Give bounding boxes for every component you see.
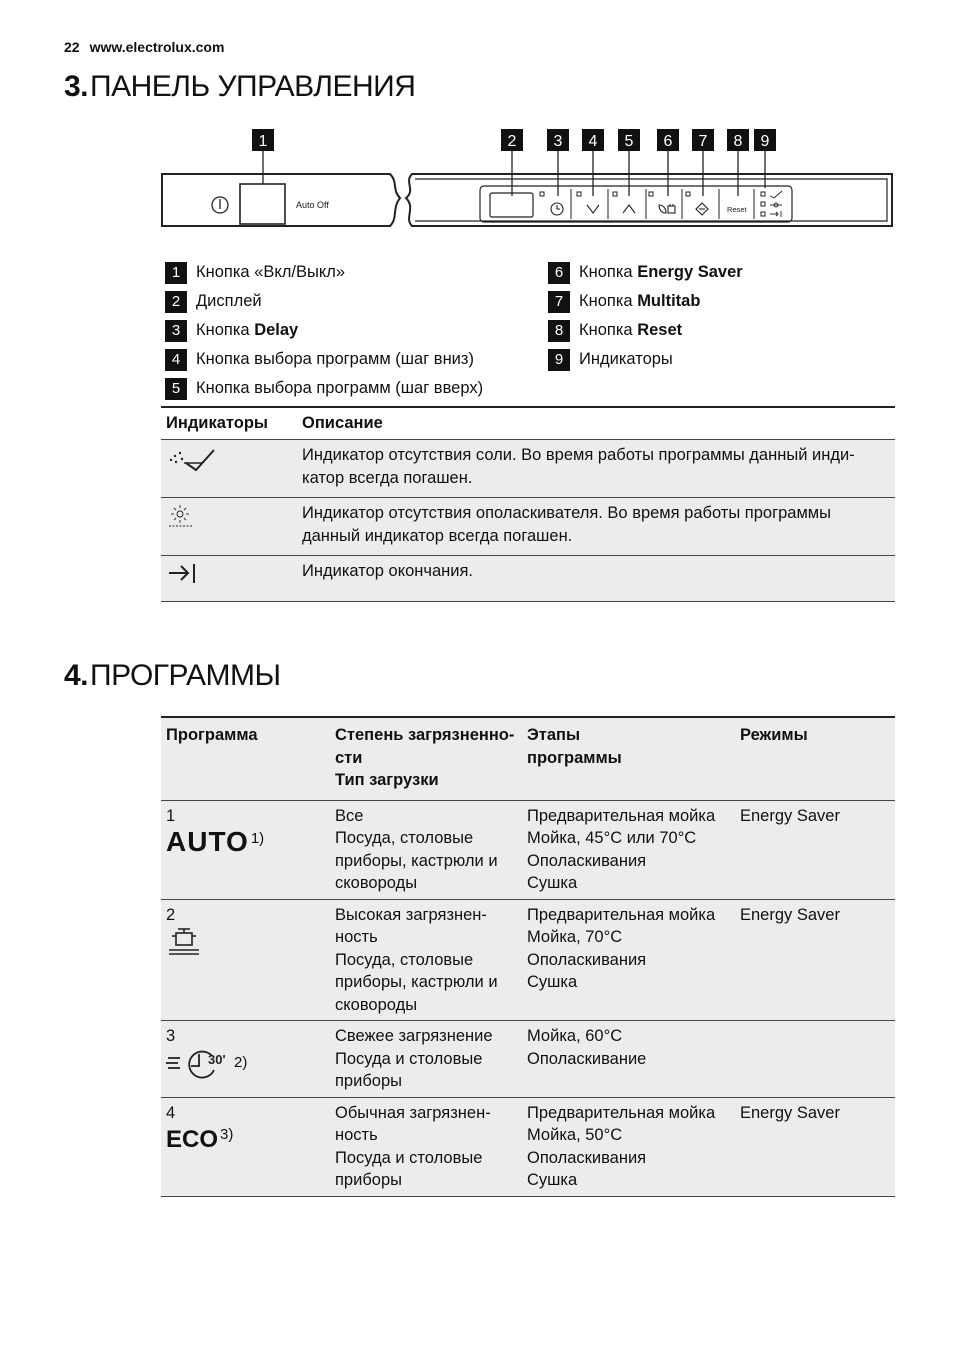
legend-text: Кнопка Reset — [579, 321, 683, 339]
legend-text: Кнопка Delay — [196, 321, 299, 339]
power-icon — [212, 197, 228, 213]
legend-text: Дисплей — [196, 292, 262, 310]
table-header: Описание — [297, 407, 895, 440]
legend-item — [548, 258, 743, 287]
eco-program-logo: ECO — [166, 1126, 219, 1153]
footnote-ref: 2) — [234, 1054, 248, 1072]
program-stage: Мойка, 70°C — [527, 928, 623, 946]
legend-number: 4 — [165, 349, 187, 371]
legend-text: Кнопка Energy Saver — [579, 263, 743, 281]
page-header — [64, 39, 224, 55]
indicators-table — [161, 406, 895, 602]
auto-off-label: Auto Off — [296, 200, 329, 210]
legend-right — [548, 258, 743, 374]
table-header: Индикаторы — [161, 407, 297, 440]
page-number: 22 — [64, 39, 80, 55]
callout-9: 9 — [760, 133, 770, 150]
program-mode: Energy Saver — [740, 905, 840, 924]
callout-8: 8 — [733, 133, 743, 150]
section-4-title — [64, 659, 281, 693]
table-row — [161, 440, 895, 498]
table-row — [161, 1097, 895, 1196]
legend-item — [165, 345, 483, 374]
programs-table — [161, 716, 895, 1197]
legend-text: Индикаторы — [579, 350, 673, 368]
legend-item — [165, 316, 483, 345]
soil-level: ность — [335, 928, 378, 946]
indicator-description: катор всегда погашен. — [302, 468, 473, 487]
reset-button-label[interactable]: Reset — [727, 205, 747, 214]
legend-number: 7 — [548, 291, 570, 313]
callout-1: 1 — [258, 133, 268, 150]
legend-number: 1 — [165, 262, 187, 284]
load-type: приборы — [335, 1072, 402, 1090]
legend-text: Кнопка выбора программ (шаг вверх) — [196, 379, 484, 397]
legend-number: 6 — [548, 262, 570, 284]
program-stage: Сушка — [527, 973, 578, 991]
program-stage: Предварительная мойка — [527, 1103, 716, 1122]
callout-6: 6 — [663, 133, 673, 150]
program-stage: Предварительная мойка — [527, 905, 716, 924]
program-stage: Ополаскивания — [527, 1148, 647, 1167]
indicator-description: Индикатор отсутствия ополаскивателя. Во время работы программы — [302, 504, 831, 522]
load-type: Посуда, столовые — [335, 950, 474, 969]
end-indicator-icon — [166, 560, 200, 586]
program-stage: Мойка, 60°C — [527, 1027, 623, 1045]
program-stage: Ополаскивание — [527, 1049, 647, 1068]
table-row — [161, 1021, 895, 1098]
section-3-title — [64, 70, 415, 104]
load-type: приборы — [335, 1171, 402, 1189]
table-row — [161, 498, 895, 556]
callout-5: 5 — [624, 133, 634, 150]
program-mode: Energy Saver — [740, 1103, 840, 1122]
program-stage: Мойка, 50°C — [527, 1126, 623, 1144]
legend-item — [165, 258, 483, 287]
legend-item — [548, 287, 743, 316]
table-row — [161, 556, 895, 602]
legend-number: 2 — [165, 291, 187, 313]
load-type: приборы, кастрюли и — [335, 973, 498, 991]
display — [490, 193, 533, 217]
callout-2: 2 — [507, 133, 517, 150]
table-header: Программа — [161, 717, 330, 800]
on-off-button[interactable] — [240, 184, 285, 224]
footnote-ref: 3) — [220, 1126, 234, 1143]
quick-30-label: 30' — [208, 1051, 226, 1067]
program-mode: Energy Saver — [740, 806, 840, 825]
callout-3: 3 — [553, 133, 563, 150]
table-row — [161, 800, 895, 899]
load-type: Посуда, столовые — [335, 829, 474, 847]
delay-clock-icon[interactable] — [551, 203, 563, 215]
table-header: Режимы — [735, 717, 895, 800]
soil-level: Обычная загрязнен- — [335, 1103, 491, 1122]
legend-item — [165, 374, 483, 403]
program-number: 4 — [166, 1103, 176, 1122]
indicator-description: данный индикатор всегда погашен. — [302, 526, 573, 545]
legend-number: 8 — [548, 320, 570, 342]
panel-indicator-icons — [770, 191, 782, 217]
program-number: 2 — [166, 905, 176, 924]
program-stage: Мойка, 45°C или 70°C — [527, 829, 697, 847]
quick-30-icon — [166, 1048, 232, 1080]
load-type: сковороды — [335, 874, 418, 892]
section-number: 3. — [64, 70, 89, 103]
callout-7: 7 — [698, 133, 708, 150]
legend-number: 5 — [165, 378, 187, 400]
load-type: приборы, кастрюли и — [335, 851, 498, 870]
load-type: Посуда и столовые — [335, 1049, 483, 1068]
legend-text: Кнопка Multitab — [579, 292, 701, 310]
program-stage: Сушка — [527, 1171, 578, 1189]
intensive-pot-icon — [166, 926, 202, 960]
section-title-text: ПАНЕЛЬ УПРАВЛЕНИЯ — [90, 70, 416, 103]
legend-number: 9 — [548, 349, 570, 371]
load-type: сковороды — [335, 995, 418, 1014]
indicator-description: Индикатор окончания. — [302, 562, 474, 580]
legend-item — [165, 287, 483, 316]
legend-item — [548, 316, 743, 345]
site-url: www.electrolux.com — [89, 39, 225, 55]
legend-text: Кнопка «Вкл/Выкл» — [196, 263, 346, 281]
load-type: Посуда и столовые — [335, 1148, 483, 1167]
section-number: 4. — [64, 659, 89, 692]
soil-level: Все — [335, 806, 364, 825]
program-stage: Ополаскивания — [527, 950, 647, 969]
soil-level: Свежее загрязнение — [335, 1027, 493, 1045]
program-stage: Предварительная мойка — [527, 806, 716, 825]
table-header: Этапы программы — [522, 717, 735, 800]
section-title-text: ПРОГРАММЫ — [90, 659, 281, 692]
indicator-description: Индикатор отсутствия соли. Во время работы программы данный инди- — [302, 446, 855, 464]
energy-saver-icon[interactable] — [659, 204, 675, 213]
salt-indicator-icon — [166, 444, 218, 474]
rinse-aid-indicator-icon — [166, 502, 196, 530]
auto-program-logo: AUTO — [166, 826, 249, 857]
multitab-icon[interactable] — [696, 203, 708, 215]
table-header: Степень загрязненно- сти Тип загрузки — [330, 717, 522, 800]
program-stage: Сушка — [527, 874, 578, 892]
chevron-up-icon[interactable] — [623, 205, 635, 213]
legend-text: Кнопка выбора программ (шаг вниз) — [196, 350, 474, 368]
legend-number: 3 — [165, 320, 187, 342]
table-row — [161, 899, 895, 1021]
soil-level: ность — [335, 1126, 378, 1144]
callout-4: 4 — [588, 133, 598, 150]
program-stage: Ополаскивания — [527, 851, 647, 870]
control-panel-diagram — [160, 126, 900, 236]
chevron-down-icon[interactable] — [587, 205, 599, 213]
soil-level: Высокая загрязнен- — [335, 905, 487, 924]
legend-left — [165, 258, 483, 403]
legend-item — [548, 345, 743, 374]
program-number: 1 — [166, 806, 176, 825]
footnote-ref: 1) — [250, 830, 265, 847]
program-number: 3 — [166, 1027, 176, 1045]
